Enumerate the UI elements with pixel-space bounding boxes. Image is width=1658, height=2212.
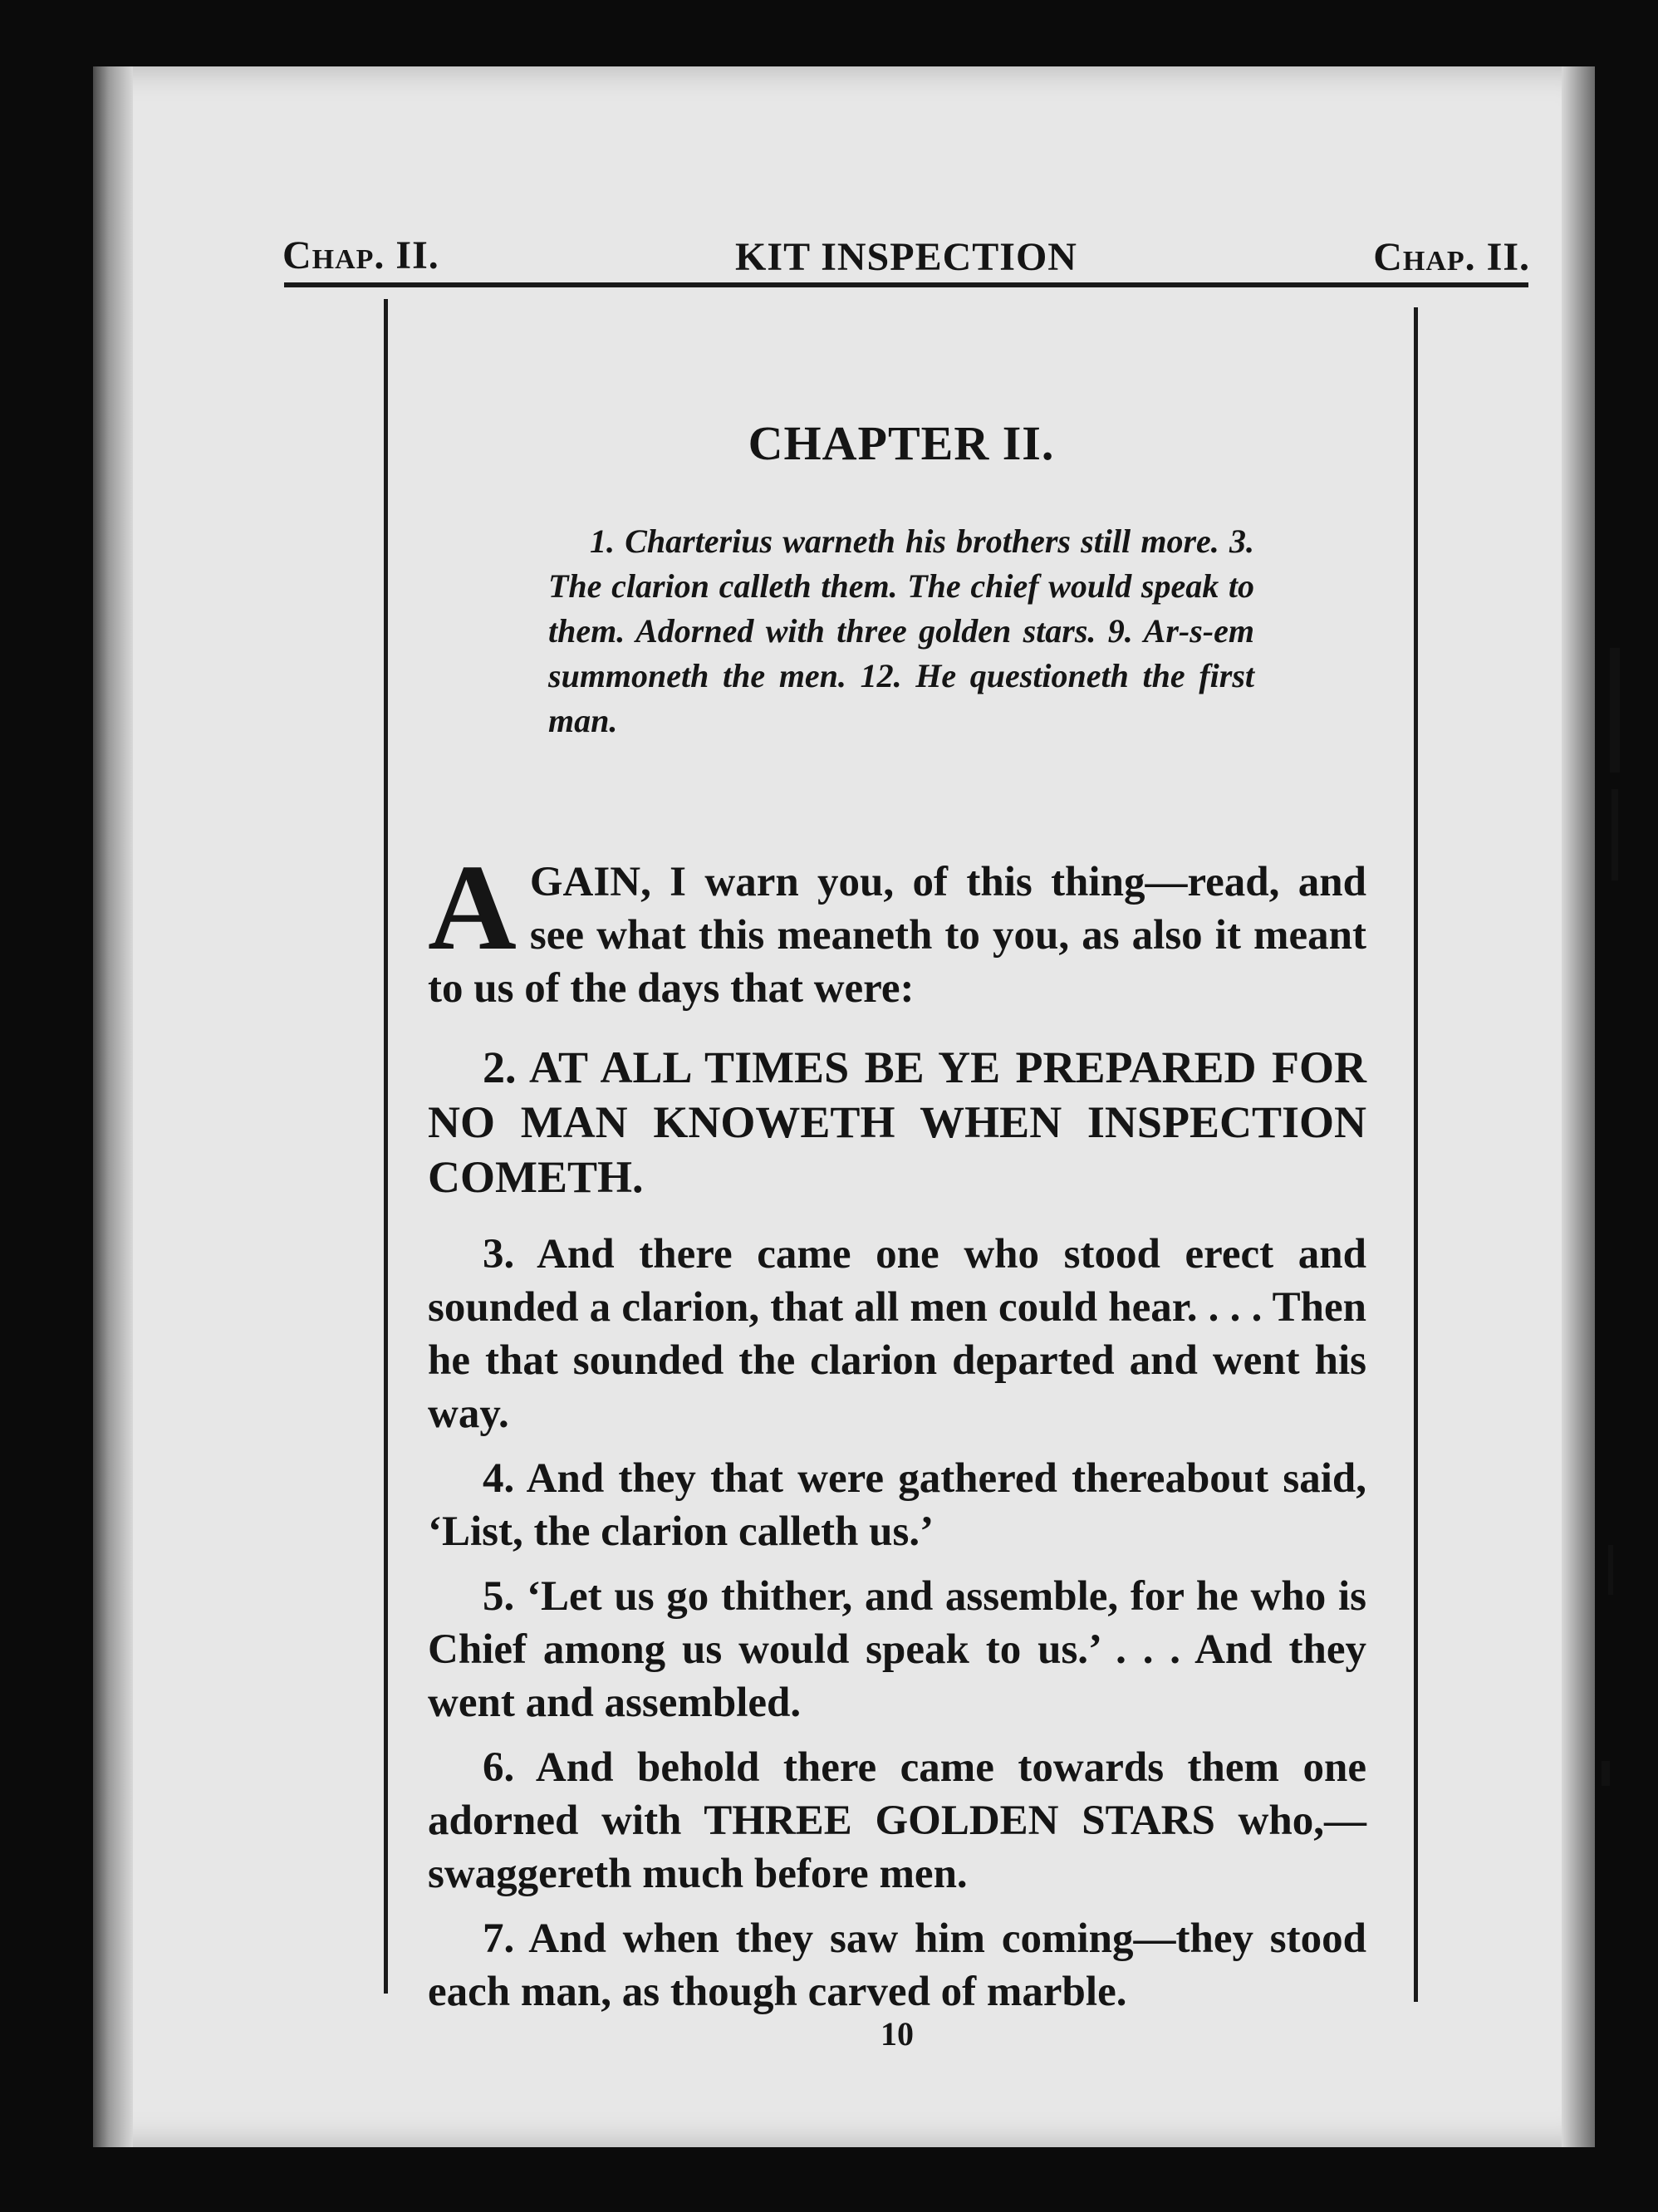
chapter-summary: 1. Charterius warneth his brothers still more. 3. The clarion calleth them. The chief would speak to them. Adorned with three golden stars. 9. Ar-s-em summoneth the men. 12. He questioneth the first man. [548,522,1254,739]
running-header [282,233,1530,279]
paragraph-6: 6. And behold there came towards them one adorned with THREE GOLDEN STARS who,—swaggereth much before men. [428,1744,1366,1897]
header-title: KIT INSPECTION [735,235,1077,279]
chapter-title: CHAPTER II. [748,416,1055,470]
page-edge-right [1562,66,1595,2147]
scan-artifact [1608,1545,1613,1595]
scan-artifact [1611,789,1618,880]
page-number: 10 [881,2015,914,2053]
header-rule [284,282,1528,287]
paragraph-7: 7. And when they saw him coming—they stood each man, as though carved of marble. [428,1915,1366,2015]
drop-cap: A [428,840,517,976]
paragraph-2: 2. AT ALL TIMES BE YE PREPARED FOR NO MAN KNOWETH WHEN INSPECTION COMETH. [428,1042,1366,1202]
page-edge-left [93,66,133,2147]
paragraph-3: 3. And there came one who stood erect and sounded a clarion, that all men could hear. . . . Then he that sounded the clarion departed and went his way. [428,1231,1366,1437]
right-column-rule [1414,307,1418,2002]
paragraph-5: 5. ‘Let us go thither, and assemble, for he who is Chief among us would speak to us.’ . . . And they went and assembled. [428,1573,1366,1726]
left-column-rule [384,299,388,1994]
scan-artifact [1610,648,1620,772]
paragraph-4: 4. And they that were gathered thereabout said, ‘List, the clarion calleth us.’ [428,1455,1366,1555]
scan-artifact [1602,1761,1610,1786]
paragraph-1-text: GAIN, I warn you, of this thing—read, and see what this meaneth to you, as also it meant to us of the days that were: [428,859,1366,1012]
header-left: Chap. II. [282,233,439,277]
paragraph-1 [428,840,1366,1015]
body-text [428,840,1366,2030]
header-right: Chap. II. [1373,235,1530,279]
